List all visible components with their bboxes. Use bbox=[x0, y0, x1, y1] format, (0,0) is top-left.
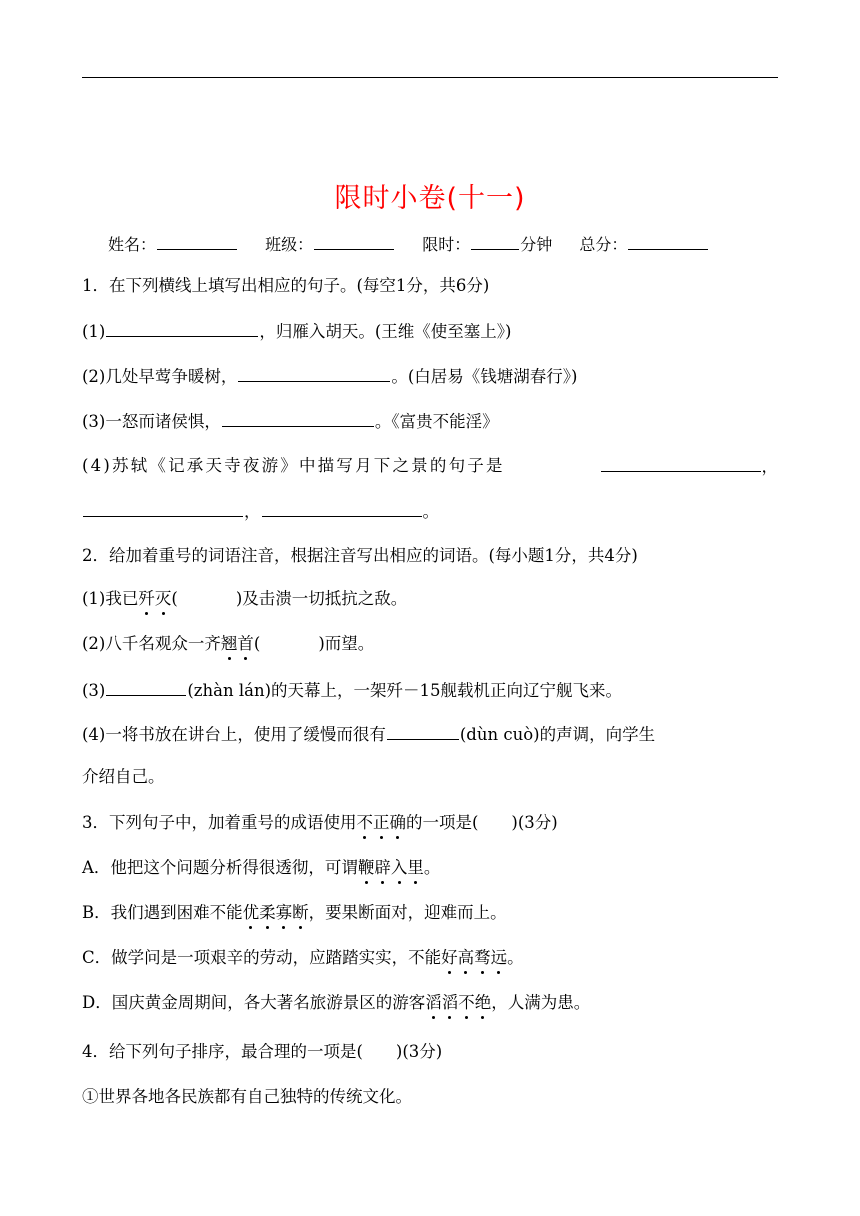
q3-option-d-end: ，人满为患。 bbox=[491, 993, 591, 1012]
q1-item-4-comma: ， bbox=[761, 457, 778, 476]
q3-stem-dotted-2: 正 bbox=[373, 813, 390, 832]
q2-item-2-dotted-1: 翘 bbox=[220, 634, 238, 653]
q3-option-b bbox=[82, 902, 507, 924]
q4-stem: 4．给下列句子排序，最合理的一项是( )(3分) bbox=[82, 1042, 443, 1061]
q2-item-1-c: )及击溃一切抵抗之敌。 bbox=[235, 589, 408, 608]
q3-option-a-dotted-3: 入 bbox=[390, 858, 408, 877]
q1-item-3 bbox=[82, 410, 499, 433]
q3-option-c-dotted-2: 高 bbox=[457, 948, 475, 967]
q2-item-1-a: (1)我已 bbox=[82, 589, 139, 608]
time-label: 限时： bbox=[422, 235, 471, 254]
q1-item-2-blank[interactable] bbox=[238, 365, 390, 382]
q3-option-b-dotted-3: 寡 bbox=[275, 903, 293, 922]
q2-item-1-dotted-1: 歼 bbox=[138, 589, 155, 608]
name-field[interactable] bbox=[157, 233, 237, 250]
q1-item-3-suffix: 。《富贵不能淫》 bbox=[374, 412, 499, 431]
q1-item-1-prefix: (1) bbox=[82, 322, 106, 341]
q3-option-b-dotted-4: 断 bbox=[292, 903, 309, 922]
q3-option-c-dotted-4: 远 bbox=[490, 948, 508, 967]
q3-option-d-dotted-2: 滔 bbox=[441, 993, 459, 1012]
q2-item-3-blank[interactable] bbox=[106, 679, 186, 696]
q3-option-a-text: A．他把这个问题分析得很透彻，可谓 bbox=[82, 858, 358, 877]
q3-option-b-dotted-2: 柔 bbox=[259, 903, 276, 922]
q2-item-4-cont: 介绍自己。 bbox=[82, 767, 165, 786]
q3-option-a-dotted-1: 鞭 bbox=[357, 858, 375, 877]
q2-item-2-c: )而望。 bbox=[318, 634, 375, 653]
q2-item-2-dotted-2: 首 bbox=[237, 634, 254, 653]
score-label: 总分： bbox=[579, 235, 628, 254]
q1-item-4-blank-2[interactable] bbox=[83, 500, 243, 517]
class-label: 班级： bbox=[265, 235, 314, 254]
q2-item-4-b: (dùn cuò)的声调，向学生 bbox=[459, 725, 656, 744]
q2-item-3-a: (3) bbox=[82, 681, 106, 700]
q1-item-1-suffix: ，归雁入胡天。(王维《使至塞上》) bbox=[259, 322, 512, 341]
q3-stem bbox=[82, 812, 558, 834]
q1-item-4-prefix: (4)苏轼《记承天寺夜游》中描写月下之景的句子是 bbox=[82, 456, 505, 475]
q3-stem-a: 3．下列句子中，加着重号的成语使用 bbox=[82, 813, 357, 832]
q3-option-c-text: C．做学问是一项艰辛的劳动，应踏踏实实，不能 bbox=[82, 948, 442, 967]
q2-item-4-a: (4)一将书放在讲台上，使用了缓慢而很有 bbox=[82, 725, 386, 744]
q2-item-3-b: (zhàn lán)的天幕上，一架歼－15舰载机正向辽宁舰飞来。 bbox=[187, 681, 623, 700]
q3-stem-dotted-3: 确 bbox=[389, 813, 406, 832]
q3-option-d-dotted-3: 不 bbox=[458, 993, 475, 1012]
q3-option-a bbox=[82, 857, 440, 879]
q2-item-4-blank[interactable] bbox=[387, 723, 459, 740]
class-field[interactable] bbox=[314, 233, 394, 250]
page-title: 限时小卷(十一) bbox=[334, 183, 526, 214]
name-label: 姓名： bbox=[108, 235, 157, 254]
q1-item-4b-end: 。 bbox=[422, 502, 439, 521]
q3-option-a-dotted-2: 辟 bbox=[374, 858, 391, 877]
q3-option-d bbox=[82, 992, 590, 1014]
q1-item-3-blank[interactable] bbox=[222, 410, 374, 427]
q1-item-3-prefix: (3)一怒而诸侯惧， bbox=[82, 412, 221, 431]
q3-option-a-dotted-4: 里 bbox=[407, 858, 424, 877]
q1-item-4b-comma: ， bbox=[244, 502, 261, 521]
q3-option-b-text: B．我们遇到困难不能 bbox=[82, 903, 243, 922]
q1-item-2-suffix: 。(白居易《钱塘湖春行》) bbox=[391, 367, 578, 386]
header-rule bbox=[82, 77, 778, 78]
student-info-row bbox=[108, 232, 709, 255]
q4-sentence-1: ①世界各地各民族都有自己独特的传统文化。 bbox=[82, 1087, 412, 1106]
q3-option-d-text: D．国庆黄金周期间，各大著名旅游景区的游客 bbox=[82, 993, 426, 1012]
q2-item-2 bbox=[82, 633, 374, 655]
q2-stem: 2．给加着重号的词语注音，根据注音写出相应的词语。(每小题1分，共4分) bbox=[82, 546, 638, 565]
q3-option-c-end: 。 bbox=[507, 948, 524, 967]
q1-item-2-prefix: (2)几处早莺争暖树， bbox=[82, 367, 238, 386]
score-field[interactable] bbox=[628, 233, 708, 250]
q1-item-4-cont bbox=[82, 500, 439, 523]
q1-item-4-blank-3[interactable] bbox=[262, 500, 422, 517]
q1-item-4 bbox=[82, 455, 778, 478]
q2-item-1-open-paren: ( bbox=[171, 589, 178, 608]
time-unit: 分钟 bbox=[520, 235, 553, 254]
q3-option-c bbox=[82, 947, 524, 969]
q3-option-c-dotted-3: 骛 bbox=[474, 948, 491, 967]
q3-option-d-dotted-4: 绝 bbox=[474, 993, 492, 1012]
q2-item-2-open-paren: ( bbox=[253, 634, 261, 653]
q2-item-1-dotted-2: 灭 bbox=[154, 589, 172, 608]
q3-option-b-end: ，要果断面对，迎难而上。 bbox=[308, 903, 507, 922]
q3-stem-b: 的一项是( )(3分) bbox=[406, 813, 558, 832]
q1-stem: 1．在下列横线上填写出相应的句子。(每空1分，共6分) bbox=[82, 276, 490, 295]
q3-option-d-dotted-1: 滔 bbox=[425, 993, 442, 1012]
q1-item-1-blank[interactable] bbox=[106, 320, 258, 337]
q3-option-b-dotted-1: 优 bbox=[242, 903, 260, 922]
q2-item-4 bbox=[82, 723, 655, 746]
q2-item-1 bbox=[82, 588, 407, 610]
q1-item-4-blank-1[interactable] bbox=[601, 455, 761, 472]
q3-stem-dotted-1: 不 bbox=[356, 813, 373, 832]
q3-option-a-end: 。 bbox=[423, 858, 441, 877]
time-field[interactable] bbox=[471, 233, 519, 250]
q1-item-2 bbox=[82, 365, 578, 388]
q1-item-1 bbox=[82, 320, 512, 343]
q2-item-2-a: (2)八千名观众一齐 bbox=[82, 634, 221, 653]
q3-option-c-dotted-1: 好 bbox=[441, 948, 458, 967]
q2-item-3 bbox=[82, 679, 622, 702]
